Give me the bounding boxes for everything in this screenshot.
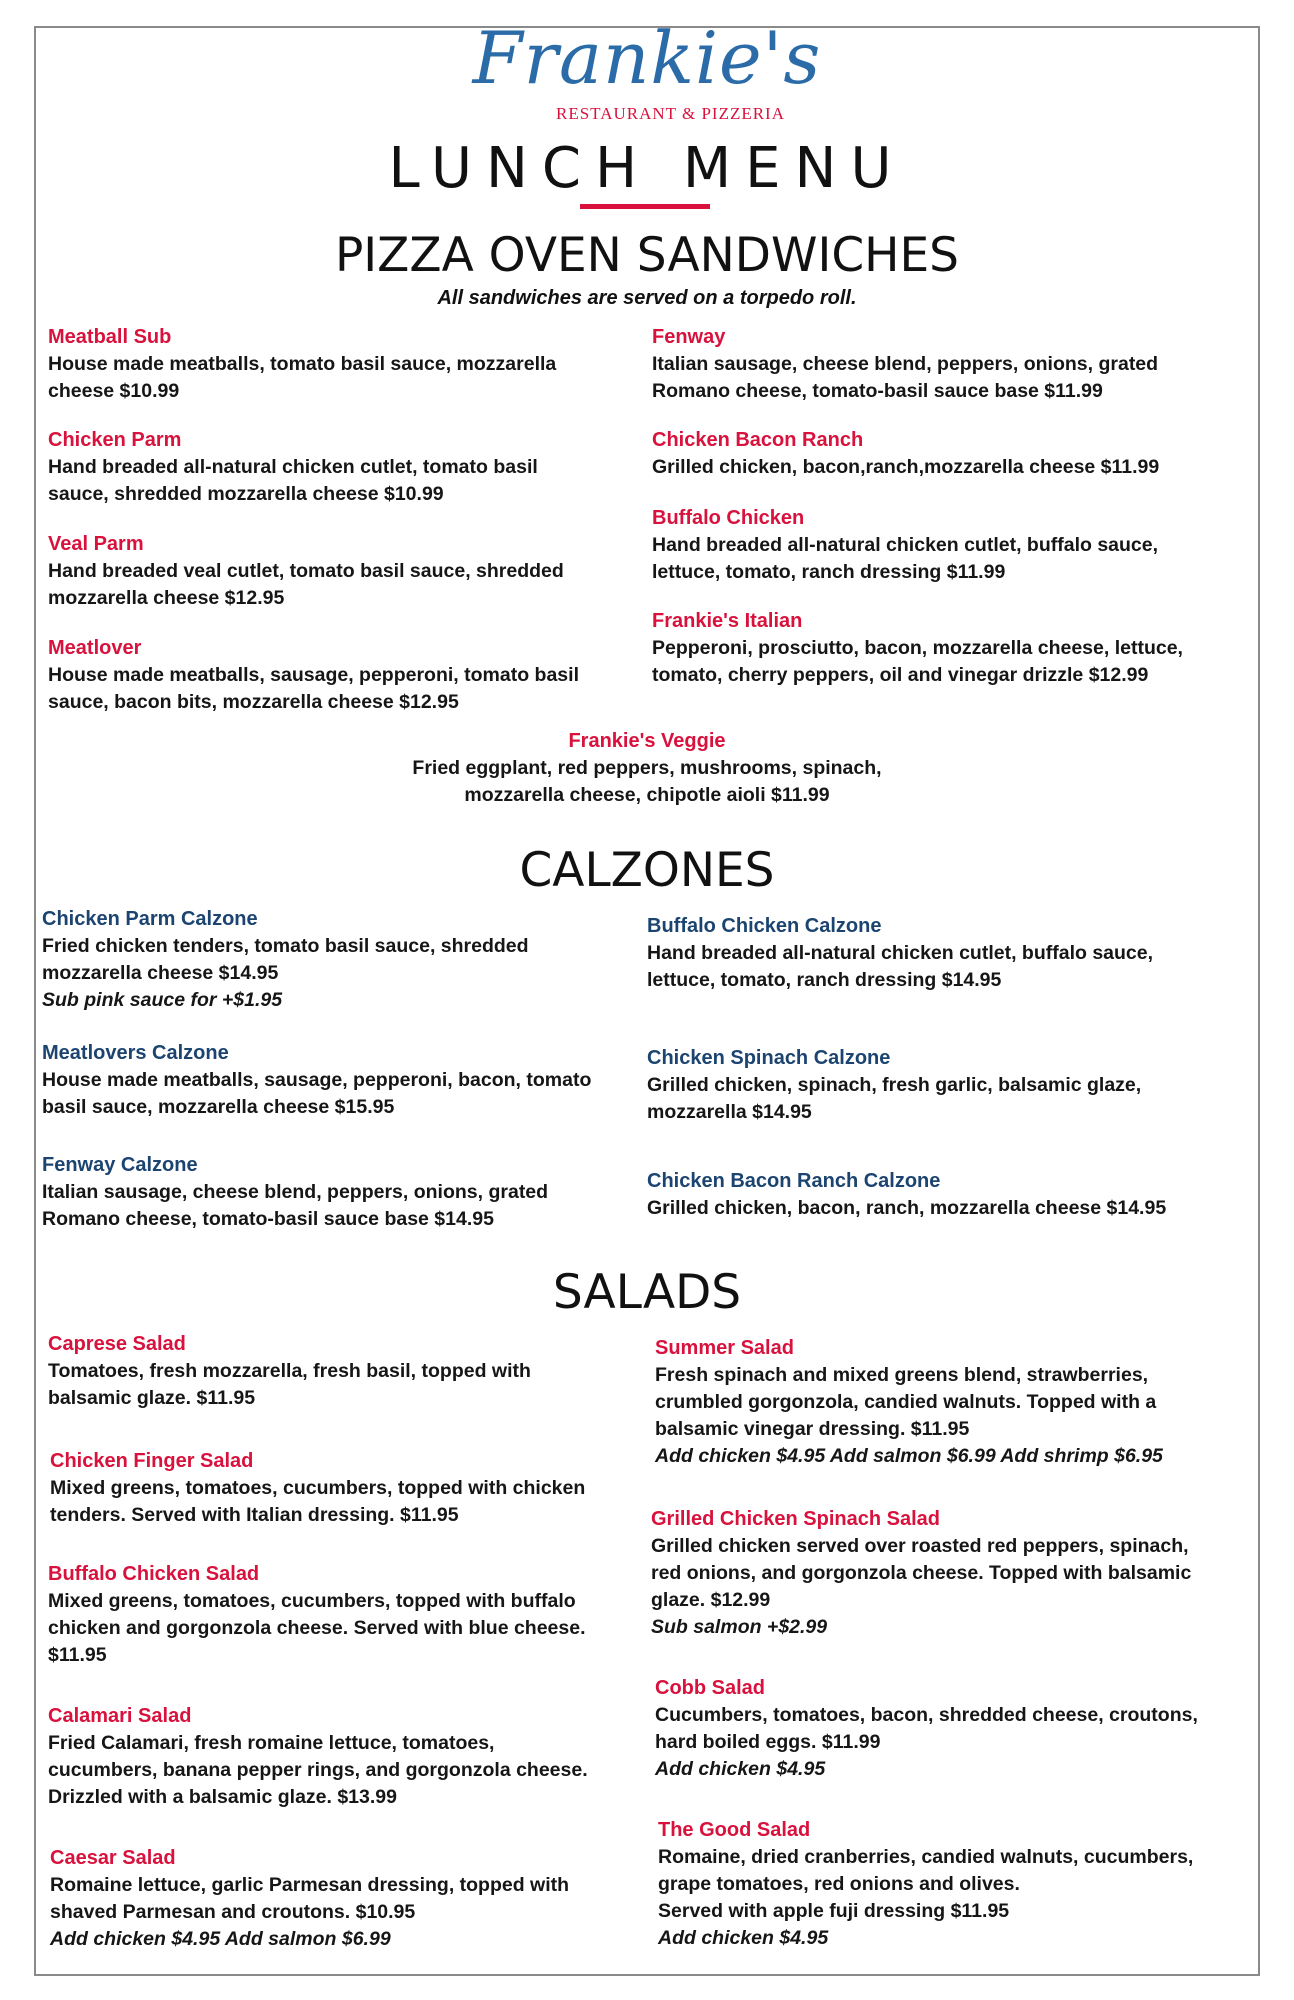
item-desc-line: cheese $10.99 [48, 380, 180, 402]
item-desc-line: Romano cheese, tomato-basil sauce base $11.99 [652, 380, 1103, 402]
item-desc-line: Fresh spinach and mixed greens blend, strawberries, [655, 1364, 1149, 1386]
item-name: Cobb Salad [655, 1677, 766, 1699]
menu-item [647, 1167, 1247, 1222]
item-desc-line: shaved Parmesan and croutons. $10.95 [50, 1901, 416, 1923]
item-desc-line: glaze. $12.99 [651, 1589, 771, 1611]
item-desc-line: Grilled chicken served over roasted red peppers, spinach, [651, 1535, 1189, 1557]
item-desc-line: Romano cheese, tomato-basil sauce base $14.95 [42, 1208, 494, 1230]
section-title-sandwiches: PIZZA OVEN SANDWICHES [334, 228, 960, 283]
item-desc-line: Grilled chicken, bacon,ranch,mozzarella cheese $11.99 [652, 456, 1160, 478]
item-desc-line: lettuce, tomato, ranch dressing $11.99 [652, 561, 1006, 583]
item-desc-line: sauce, bacon bits, mozzarella cheese $12.95 [48, 691, 459, 713]
menu-item [50, 1844, 650, 1953]
item-desc-line: House made meatballs, tomato basil sauce, mozzarella [48, 353, 557, 375]
item-desc-line: Hand breaded all-natural chicken cutlet, buffalo sauce, [647, 942, 1154, 964]
menu-item [48, 634, 648, 716]
item-name: The Good Salad [658, 1819, 811, 1841]
item-name: Grilled Chicken Spinach Salad [651, 1508, 940, 1530]
item-name: Summer Salad [655, 1337, 794, 1359]
menu-item [655, 1334, 1275, 1470]
item-name: Frankie's Veggie [568, 730, 726, 752]
item-desc-line: Grilled chicken, spinach, fresh garlic, balsamic glaze, [647, 1074, 1142, 1096]
item-desc-line: mozzarella cheese $14.95 [42, 962, 279, 984]
item-desc-line: mozzarella $14.95 [647, 1101, 812, 1123]
section-title-salads: SALADS [552, 1265, 742, 1320]
item-desc-line: Romaine lettuce, garlic Parmesan dressing, topped with [50, 1874, 570, 1896]
item-desc-line: Grilled chicken, bacon, ranch, mozzarella cheese $14.95 [647, 1197, 1167, 1219]
section-subtitle-sandwiches: All sandwiches are served on a torpedo roll. [437, 287, 857, 309]
item-desc-line: balsamic vinegar dressing. $11.95 [655, 1418, 970, 1440]
item-desc-line: mozzarella cheese $12.95 [48, 587, 285, 609]
menu-item [652, 323, 1252, 405]
item-name: Frankie's Italian [652, 610, 803, 632]
menu-item [48, 1560, 648, 1669]
item-desc-line: sauce, shredded mozzarella cheese $10.99 [48, 483, 444, 505]
menu-item [42, 1151, 642, 1233]
item-desc-line: Served with apple fuji dressing $11.95 [658, 1900, 1010, 1922]
item-desc-line: basil sauce, mozzarella cheese $15.95 [42, 1096, 395, 1118]
item-note: Add chicken $4.95 Add salmon $6.99 [50, 1928, 391, 1950]
menu-item [651, 1505, 1271, 1641]
item-desc-line: chicken and gorgonzola cheese. Served with blue cheese. [48, 1617, 586, 1639]
item-desc-line: House made meatballs, sausage, pepperoni, tomato basil [48, 664, 579, 686]
item-desc-line: Mixed greens, tomatoes, cucumbers, topped with buffalo [48, 1590, 576, 1612]
item-name: Buffalo Chicken Calzone [647, 915, 882, 937]
item-desc-line: balsamic glaze. $11.95 [48, 1387, 256, 1409]
item-desc-line: Fried eggplant, red peppers, mushrooms, spinach, [412, 757, 882, 779]
item-note: Sub salmon +$2.99 [651, 1616, 828, 1638]
item-name: Meatball Sub [48, 326, 172, 348]
menu-item [652, 426, 1252, 481]
item-name: Fenway [652, 326, 726, 348]
menu-title: LUNCH MENU [388, 136, 906, 201]
item-desc-line: Pepperoni, prosciutto, bacon, mozzarella cheese, lettuce, [652, 637, 1183, 659]
item-desc-line: Italian sausage, cheese blend, peppers, onions, grated [652, 353, 1159, 375]
item-name: Caesar Salad [50, 1847, 176, 1869]
menu-item [42, 1039, 642, 1121]
item-name: Chicken Finger Salad [50, 1450, 254, 1472]
section-title-calzones: CALZONES [519, 843, 775, 898]
item-desc-line: Fried chicken tenders, tomato basil sauce, shredded [42, 935, 529, 957]
item-name: Chicken Bacon Ranch [652, 429, 864, 451]
item-name: Caprese Salad [48, 1333, 186, 1355]
title-underline [580, 204, 710, 209]
item-desc-line: Tomatoes, fresh mozzarella, fresh basil, topped with [48, 1360, 531, 1382]
item-name: Buffalo Chicken Salad [48, 1563, 260, 1585]
menu-item [48, 530, 648, 612]
item-name: Meatlovers Calzone [42, 1042, 229, 1064]
menu-item [655, 1674, 1275, 1783]
menu-item [48, 1330, 648, 1412]
item-desc-line: tomato, cherry peppers, oil and vinegar drizzle $12.99 [652, 664, 1149, 686]
item-desc-line: crumbled gorgonzola, candied walnuts. Topped with a [655, 1391, 1157, 1413]
item-name: Chicken Spinach Calzone [647, 1047, 891, 1069]
item-name: Chicken Parm [48, 429, 182, 451]
item-desc-line: Hand breaded all-natural chicken cutlet, buffalo sauce, [652, 534, 1159, 556]
item-desc-line: House made meatballs, sausage, pepperoni, bacon, tomato [42, 1069, 592, 1091]
item-desc-line: hard boiled eggs. $11.99 [655, 1731, 881, 1753]
item-desc-line: Drizzled with a balsamic glaze. $13.99 [48, 1786, 397, 1808]
menu-item [652, 607, 1252, 689]
item-desc-line: lettuce, tomato, ranch dressing $14.95 [647, 969, 1002, 991]
item-name: Chicken Bacon Ranch Calzone [647, 1170, 941, 1192]
item-desc-line: Fried Calamari, fresh romaine lettuce, tomatoes, [48, 1732, 495, 1754]
item-desc-line: cucumbers, banana pepper rings, and gorgonzola cheese. [48, 1759, 588, 1781]
item-desc-line: Hand breaded veal cutlet, tomato basil sauce, shredded [48, 560, 564, 582]
item-name: Meatlover [48, 637, 142, 659]
item-name: Buffalo Chicken [652, 507, 805, 529]
menu-item [647, 1044, 1247, 1126]
item-note: Add chicken $4.95 Add salmon $6.99 Add shrimp $6.95 [655, 1445, 1163, 1467]
item-desc-line: grape tomatoes, red onions and olives. [658, 1873, 1020, 1895]
item-desc-line: Italian sausage, cheese blend, peppers, onions, grated [42, 1181, 549, 1203]
item-name: Fenway Calzone [42, 1154, 198, 1176]
item-desc-line: tenders. Served with Italian dressing. $11.95 [50, 1504, 459, 1526]
logo-script: Frankie's [472, 16, 822, 100]
menu-item [347, 727, 947, 809]
menu-item [50, 1447, 650, 1529]
menu-item [48, 323, 648, 405]
menu-item [647, 912, 1247, 994]
menu-item [652, 504, 1252, 586]
item-note: Add chicken $4.95 [655, 1758, 826, 1780]
item-desc-line: Hand breaded all-natural chicken cutlet, tomato basil [48, 456, 538, 478]
menu-item [48, 426, 648, 508]
item-name: Calamari Salad [48, 1705, 192, 1727]
menu-item [48, 1702, 648, 1811]
item-desc-line: red onions, and gorgonzola cheese. Topped with balsamic [651, 1562, 1192, 1584]
menu-item [658, 1816, 1278, 1952]
menu-item [42, 905, 642, 1014]
item-desc-line: mozzarella cheese, chipotle aioli $11.99 [464, 784, 830, 806]
item-desc-line: $11.95 [48, 1644, 107, 1666]
item-desc-line: Mixed greens, tomatoes, cucumbers, topped with chicken [50, 1477, 586, 1499]
item-desc-line: Cucumbers, tomatoes, bacon, shredded cheese, croutons, [655, 1704, 1198, 1726]
item-note: Add chicken $4.95 [658, 1927, 829, 1949]
item-desc-line: Romaine, dried cranberries, candied walnuts, cucumbers, [658, 1846, 1194, 1868]
logo-subtitle: RESTAURANT & PIZZERIA [556, 104, 785, 123]
item-name: Veal Parm [48, 533, 144, 555]
item-name: Chicken Parm Calzone [42, 908, 258, 930]
item-note: Sub pink sauce for +$1.95 [42, 989, 283, 1011]
